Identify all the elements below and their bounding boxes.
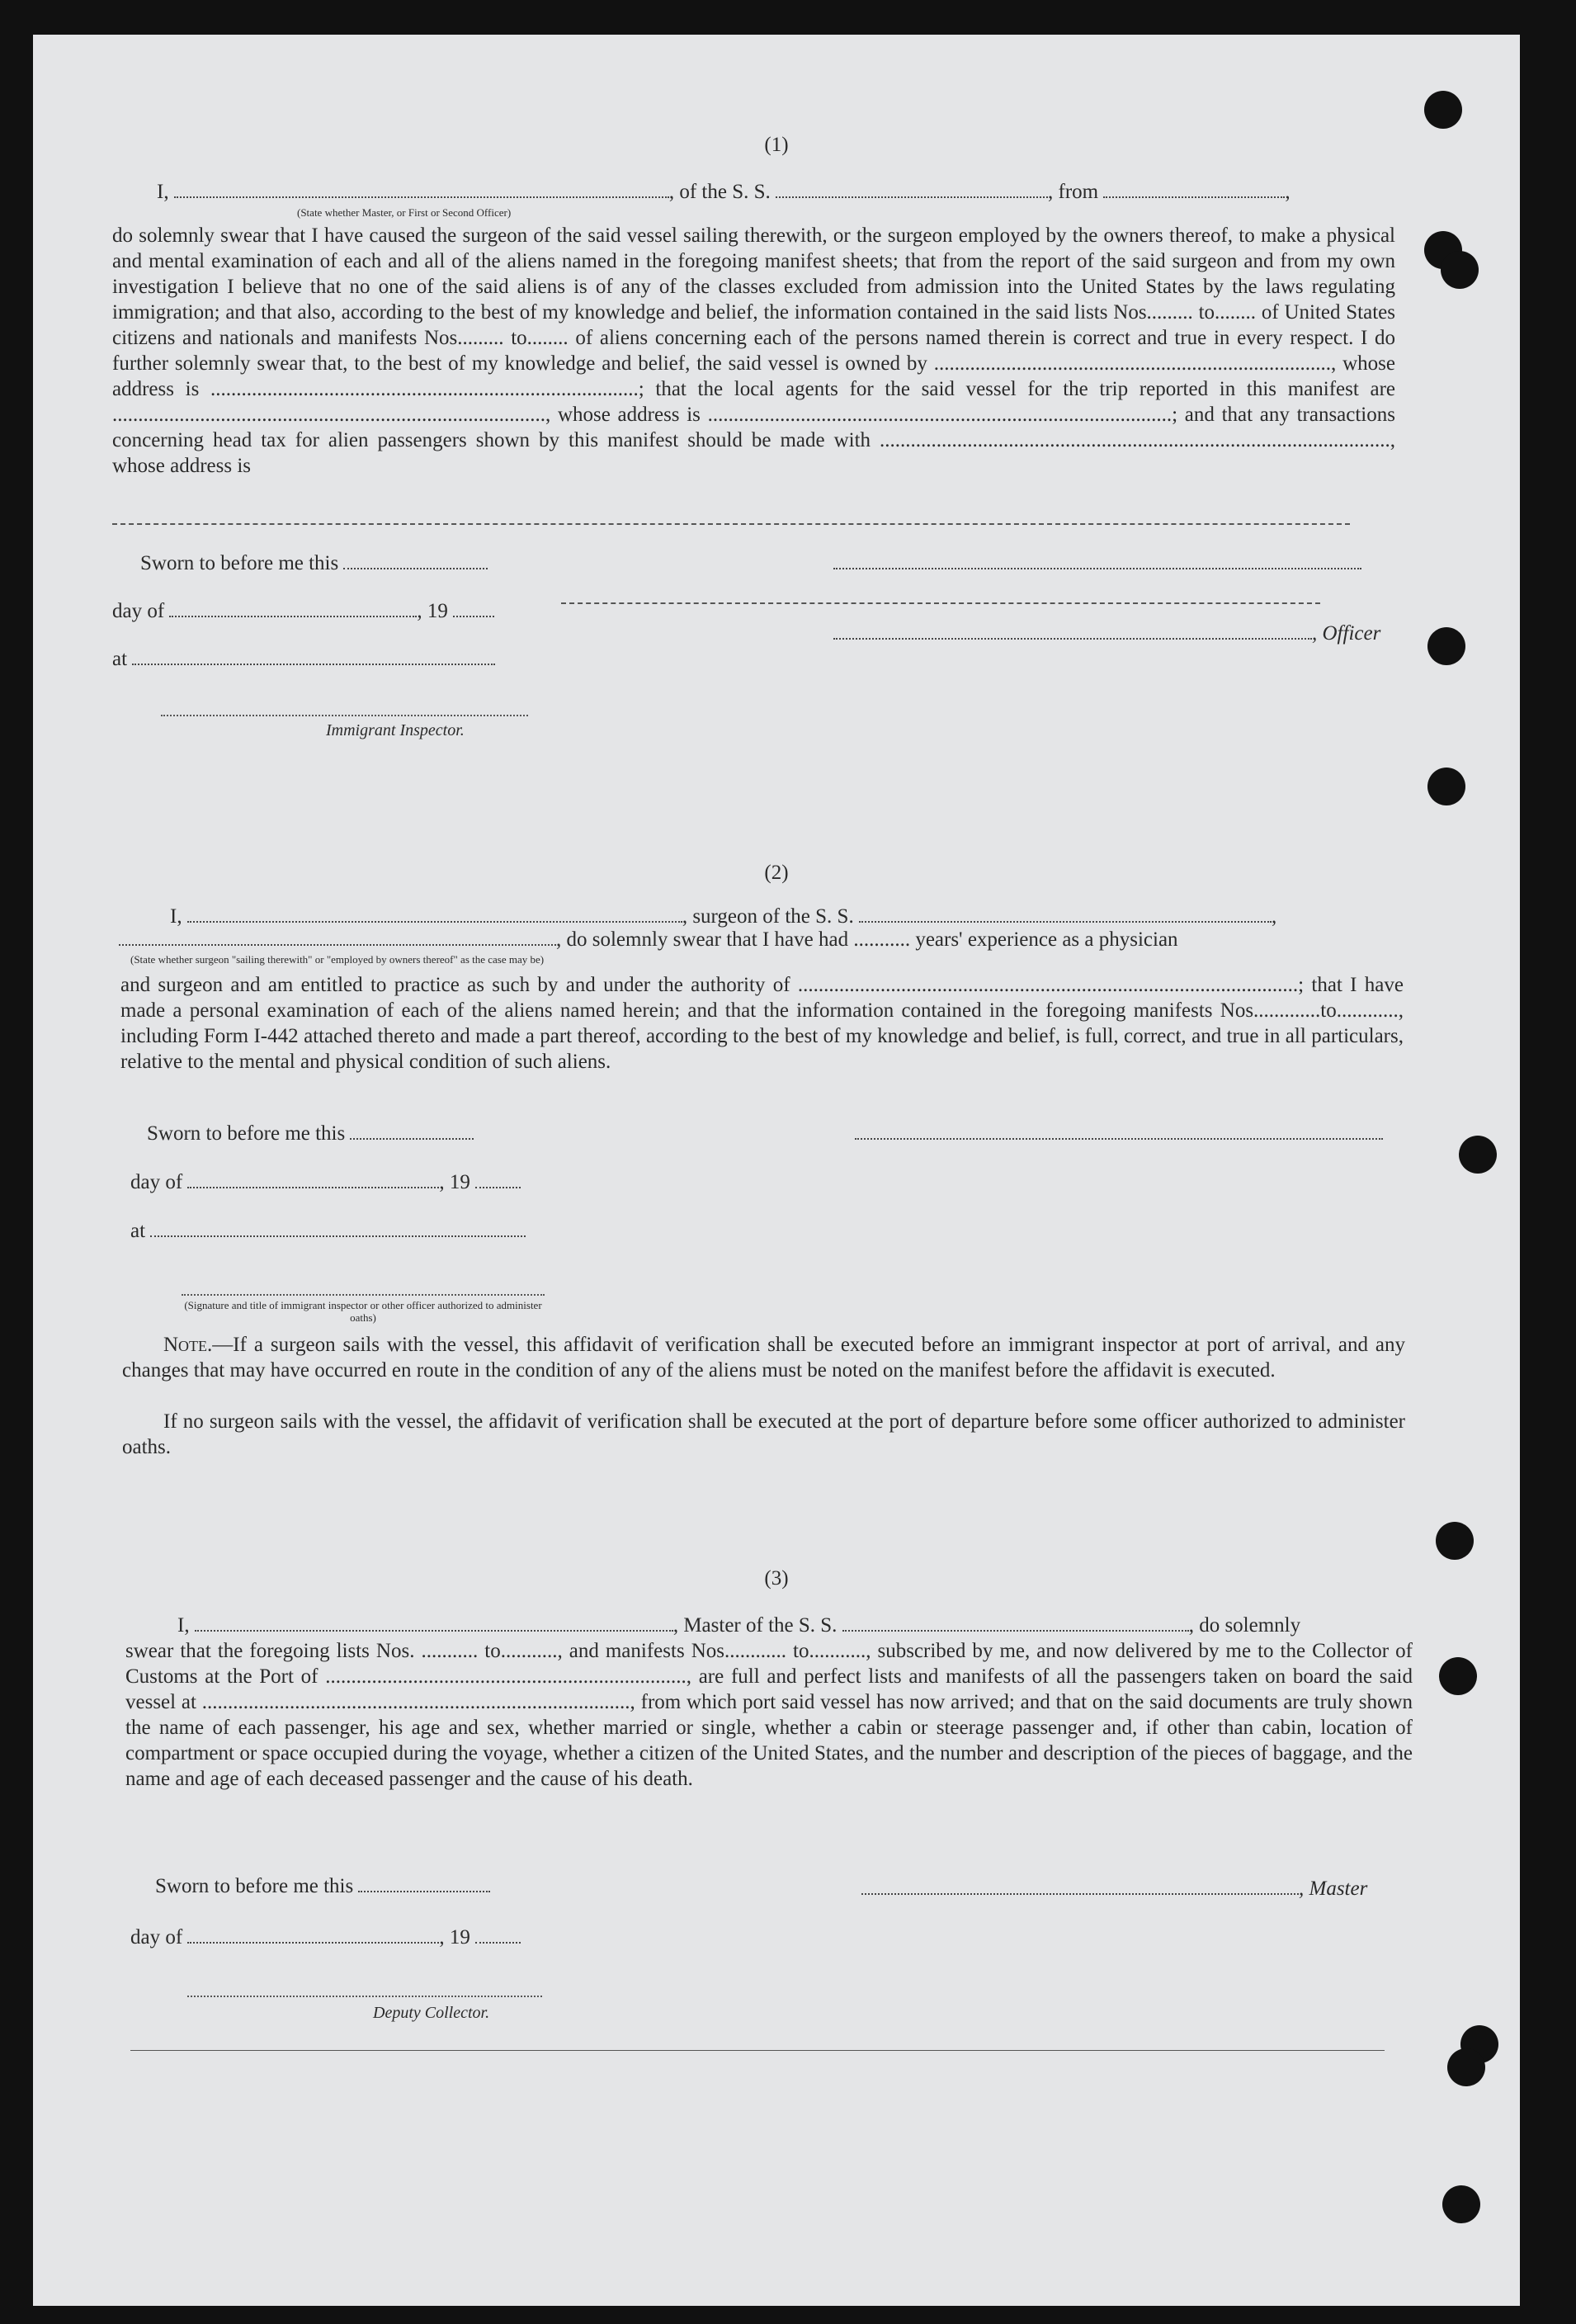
s2-sig-rule xyxy=(182,1294,545,1296)
from-blank xyxy=(1103,182,1285,198)
s2-note-text: —If a surgeon sails with the vessel, this affidavit of verification shall be executed before an immigrant inspector at port of arrival, and any changes that may have occurred en route in the condition of any of the aliens must be noted on the manifest before the affidavit is executed. xyxy=(122,1334,1405,1382)
s2-at-blank xyxy=(150,1221,526,1237)
s2-at-label: at xyxy=(130,1220,146,1242)
surgeon-name-blank xyxy=(187,906,682,923)
s2-sworn-line xyxy=(147,1122,474,1145)
punch-hole xyxy=(1459,1136,1497,1174)
s1-officer-sig-line xyxy=(833,552,1361,575)
s3-i: I, xyxy=(177,1614,190,1637)
s1-officer-line xyxy=(833,622,1380,645)
s2-year-blank xyxy=(475,1172,521,1188)
s3-day-line xyxy=(130,1926,521,1949)
s1-at-label: at xyxy=(112,648,128,670)
s3-master-name-blank xyxy=(195,1615,673,1632)
s1-sworn-line xyxy=(140,552,488,575)
s3-deputy-rule xyxy=(187,1996,542,1997)
s1-sworn-blank xyxy=(343,553,488,569)
s3-master-sig-line xyxy=(861,1878,1367,1901)
s1-inspector-rule xyxy=(161,715,528,716)
s2-oath-paragraph: and surgeon and am entitled to practice as such by and under the authority of .................................................................................................; that I have made a personal examination of each of the aliens named herein; and that the information contained in the foregoing manifests Nos.............to............, including Form I-442 attached thereto and made a part thereof, according to the best of my knowledge and belief, is full, correct, and true in all particulars, relative to the mental and physical condition of such aliens. xyxy=(120,974,1404,1073)
s1-day-blank xyxy=(169,601,417,617)
s3-year-label: , 19 xyxy=(439,1926,470,1948)
s1-from: , from xyxy=(1048,181,1099,203)
s1-officer-label: , Officer xyxy=(1312,622,1381,645)
s3-sworn-label: Sworn to before me this xyxy=(155,1875,354,1897)
punch-hole xyxy=(1424,91,1462,129)
s3-master-label: , Master of the S. S. xyxy=(672,1614,838,1637)
s3-solemnly: , do solemnly xyxy=(1188,1614,1301,1637)
s2-year-label: , 19 xyxy=(439,1171,470,1193)
s1-day-label: day of xyxy=(112,600,165,622)
s2-note-label: Note. xyxy=(163,1334,213,1356)
s1-at-blank xyxy=(132,649,495,665)
s3-master-sig-blank xyxy=(861,1878,1299,1895)
s1-of-ss: , of the S. S. xyxy=(668,181,771,203)
s1-i: I, xyxy=(157,181,169,203)
immigrant-inspector-label: Immigrant Inspector. xyxy=(326,721,465,739)
s2-line-1: I, , surgeon of the S. S. , xyxy=(170,905,1277,928)
document-page xyxy=(33,35,1520,2306)
s2-day-blank xyxy=(187,1172,439,1188)
punch-hole xyxy=(1447,2048,1485,2086)
s3-ship-blank xyxy=(842,1615,1189,1632)
s2-note-paragraph xyxy=(122,1332,1405,1383)
s2-surgeon-label: , surgeon of the S. S. xyxy=(682,905,854,928)
section-3-heading: (3) xyxy=(764,1567,789,1589)
s3-master-sig-label: , Master xyxy=(1299,1878,1368,1900)
s3-day-blank xyxy=(187,1927,439,1944)
bottom-rule xyxy=(130,2050,1385,2051)
punch-hole xyxy=(1436,1522,1474,1560)
s2-years-text: , do solemnly swear that I have had ........... years' experience as a physician xyxy=(556,928,1178,951)
s1-day-line xyxy=(112,600,494,623)
s2-note-paragraph-2: If no surgeon sails with the vessel, the affidavit of verification shall be executed at the port of departure before some officer authorized to administer oaths. xyxy=(122,1410,1405,1458)
ship-name-blank xyxy=(776,182,1048,198)
s2-day-label: day of xyxy=(130,1171,183,1193)
punch-hole xyxy=(1427,627,1465,665)
s3-year-blank xyxy=(475,1927,521,1944)
s1-separator xyxy=(112,523,1350,525)
s1-dashed-rule xyxy=(561,602,1320,604)
s1-year-label: , 19 xyxy=(417,600,448,622)
s2-ship-blank xyxy=(859,906,1272,923)
s1-top-sig-blank xyxy=(833,553,1361,569)
s1-officer-blank xyxy=(833,623,1312,640)
s2-officer-blank xyxy=(855,1123,1383,1140)
s1-oath-paragraph: do solemnly swear that I have caused the surgeon of the said vessel sailing therewith, or the surgeon employed by the owners thereof, to make a physical and mental examination of each and all of the aliens named in the foregoing manifest sheets; that from the report of the said surgeon and from my own investigation I believe that no one of the said aliens is of any of the classes excluded from admission into the United States by the laws regulating immigration; and that also, according to the best of my knowledge and belief, the information contained in the said lists Nos......... to........ of United States citizens and nationals and manifests Nos......... to........ of aliens concerning each of the persons named therein is correct and true in every respect. I do further solemnly swear that, to the best of my knowledge and belief, the said vessel is owned by ............................................................................., whose address is ...................................................................................; that the local agents for the said vessel for the trip reported in this manifest are ...................................................................................., whose address is ..........................................................................................; and that any transactions concerning head tax for alien passengers shown by this manifest should be made with ..................................................................................................., whose address is xyxy=(112,224,1395,477)
punch-hole xyxy=(1441,251,1479,289)
section-2-heading: (2) xyxy=(764,862,789,884)
punch-hole xyxy=(1439,1657,1477,1695)
s3-sworn-line xyxy=(155,1875,490,1898)
s2-sworn-blank xyxy=(350,1123,474,1140)
officer-blank xyxy=(174,182,669,198)
s2-sworn-label: Sworn to before me this xyxy=(147,1122,346,1145)
punch-hole xyxy=(1427,768,1465,805)
s1-line-1: I, , of the S. S. , from , xyxy=(157,181,1291,203)
s1-sworn-label: Sworn to before me this xyxy=(140,552,339,574)
punch-hole xyxy=(1442,2185,1480,2223)
s1-at-line xyxy=(112,648,495,671)
s3-day-label: day of xyxy=(130,1926,183,1948)
s2-signature-note: (Signature and title of immigrant inspector or other officer authorized to administer oaths) xyxy=(184,1299,542,1324)
s2-surgeon-note: (State whether surgeon "sailing therewith" or "employed by owners thereof" as the case may be) xyxy=(130,953,545,966)
s3-sworn-blank xyxy=(358,1876,490,1892)
s2-day-line xyxy=(130,1171,521,1194)
s1-year-blank xyxy=(453,601,494,617)
section-1-heading: (1) xyxy=(764,134,789,156)
deputy-collector-label: Deputy Collector. xyxy=(373,2004,490,2022)
s3-oath-paragraph: swear that the foregoing lists Nos. ........... to..........., and manifests Nos............ to..........., subscribed by me, and now delivered by me to the Collector of Customs at the Port of ......................................................................, are full and perfect lists and manifests of all the passengers taken on board the said vessel at ..................................................................................., from which port said vessel has now arrived; and that on the said documents are truly shown the name of each passenger, his age and sex, whether married or single, whether a cabin or steerage passenger and, if other than cabin, location of compartment or space occupied during the voyage, whether a citizen of the United States, and the number and description of the pieces of baggage, and the name and age of each deceased passenger and the cause of his death. xyxy=(125,1640,1413,1790)
s2-status-blank xyxy=(119,929,556,946)
s2-at-line xyxy=(130,1220,526,1243)
s2-line-2 xyxy=(119,928,1178,952)
s2-i: I, xyxy=(170,905,182,928)
s2-officer-sig-line xyxy=(855,1122,1383,1145)
s1-officer-note: (State whether Master, or First or Second Officer) xyxy=(297,206,512,219)
s3-line-1 xyxy=(177,1614,1300,1637)
